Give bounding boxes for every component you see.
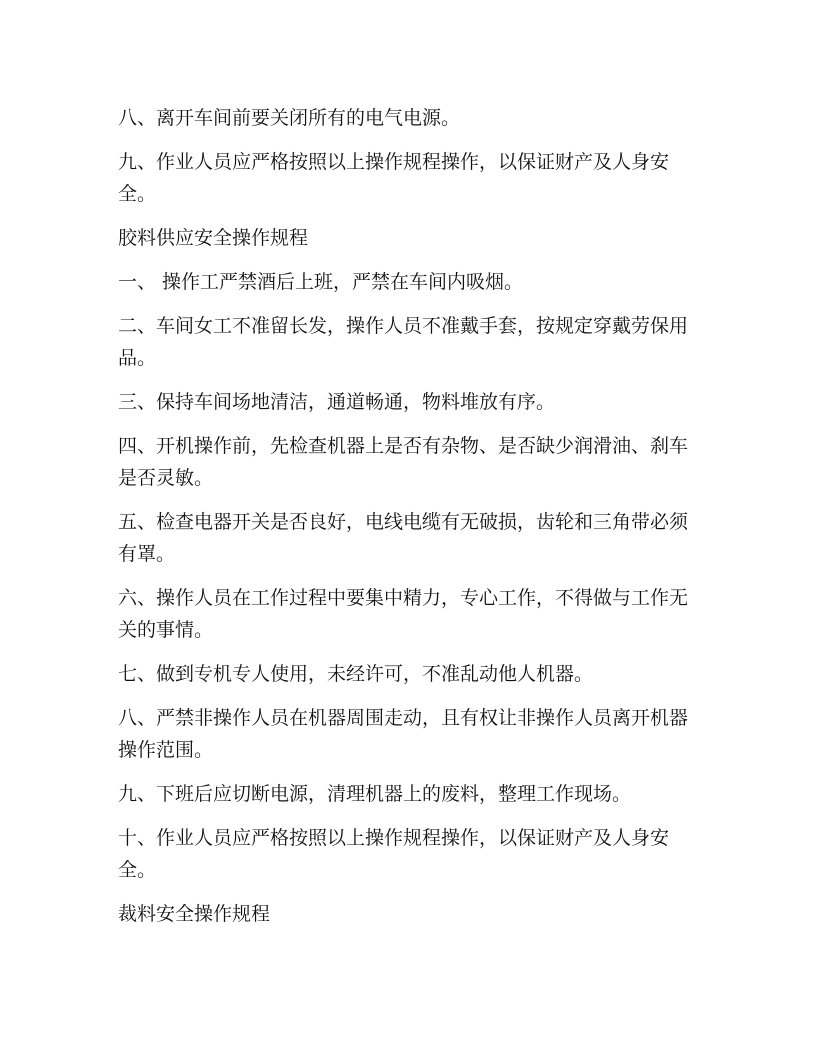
text-line: 五、检查电器开关是否良好，电线电缆有无破损，齿轮和三角带必须	[118, 511, 689, 533]
text-line: 九、作业人员应严格按照以上操作规程操作，以保证财产及人身安	[118, 151, 670, 173]
text-line: 六、操作人员在工作过程中要集中精力，专心工作，不得做与工作无	[118, 587, 689, 609]
paragraph	[118, 822, 708, 886]
paragraph	[118, 310, 708, 374]
text-line: 全。	[118, 183, 157, 205]
text-line: 操作范围。	[118, 739, 214, 761]
text-line: 品。	[118, 347, 157, 369]
paragraph	[118, 658, 708, 690]
text-line: 裁料安全操作规程	[118, 903, 271, 925]
text-line: 胶料供应安全操作规程	[118, 227, 309, 249]
text-line: 二、车间女工不准留长发，操作人员不准戴手套，按规定穿戴劳保用	[118, 315, 689, 337]
paragraph	[118, 146, 708, 210]
paragraph	[118, 430, 708, 494]
text-line: 是否灵敏。	[118, 467, 214, 489]
text-line: 三、保持车间场地清洁，通道畅通，物料堆放有序。	[118, 391, 556, 413]
paragraph	[118, 386, 708, 418]
document-page	[118, 102, 708, 942]
paragraph	[118, 266, 708, 298]
text-line: 九、下班后应切断电源，清理机器上的废料，整理工作现场。	[118, 783, 632, 805]
text-line: 四、开机操作前，先检查机器上是否有杂物、是否缺少润滑油、刹车	[118, 435, 689, 457]
text-line: 全。	[118, 859, 157, 881]
paragraph	[118, 778, 708, 810]
text-line: 八、离开车间前要关闭所有的电气电源。	[118, 107, 461, 129]
text-line: 七、做到专机专人使用，未经许可，不准乱动他人机器。	[118, 663, 594, 685]
paragraph	[118, 102, 708, 134]
paragraph	[118, 222, 708, 254]
paragraph	[118, 898, 708, 930]
text-line: 关的事情。	[118, 619, 214, 641]
paragraph	[118, 582, 708, 646]
paragraph	[118, 702, 708, 766]
paragraph	[118, 506, 708, 570]
text-line: 八、严禁非操作人员在机器周围走动，且有权让非操作人员离开机器	[118, 707, 689, 729]
text-line: 十、作业人员应严格按照以上操作规程操作，以保证财产及人身安	[118, 827, 670, 849]
text-line: 一、 操作工严禁酒后上班，严禁在车间内吸烟。	[118, 271, 524, 293]
text-line: 有罩。	[118, 543, 176, 565]
